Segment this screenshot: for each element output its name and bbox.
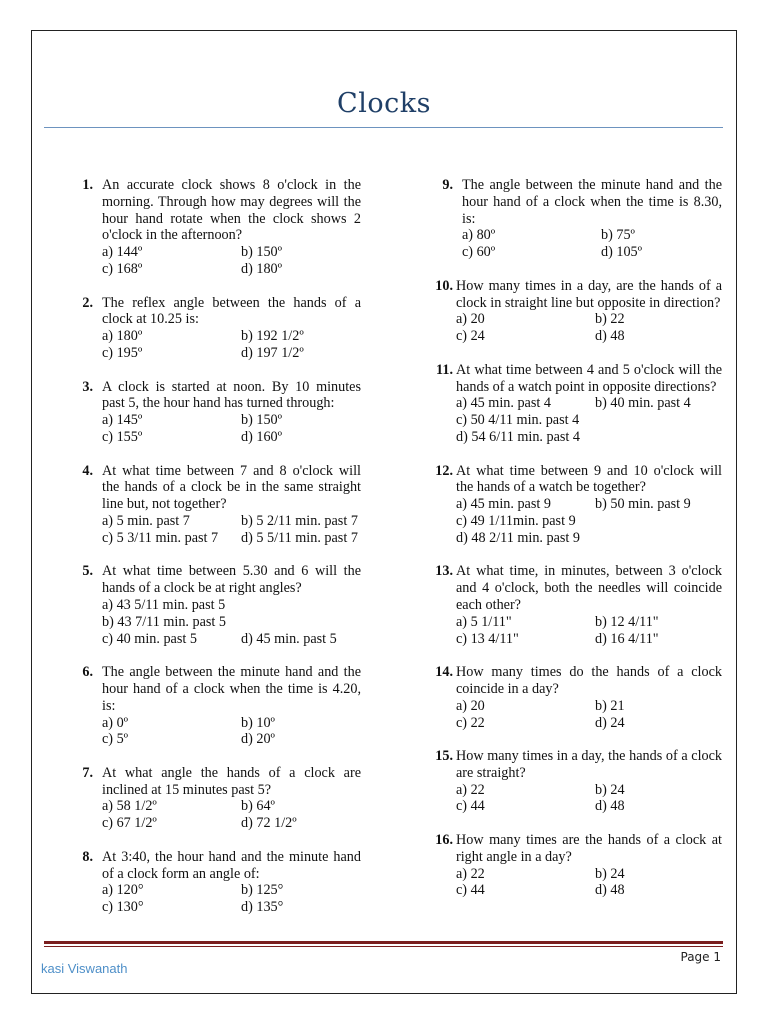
question-item bbox=[60, 295, 361, 362]
answer-option: a) 22 bbox=[456, 781, 485, 798]
answer-option: c) 44 bbox=[456, 798, 485, 815]
answer-option: c) 22 bbox=[456, 714, 485, 731]
answer-option: a) 5 1/11" bbox=[456, 613, 512, 630]
answer-option: a) 45 min. past 9 bbox=[456, 496, 551, 513]
answer-option: a) 120° bbox=[102, 882, 144, 899]
footer-divider-thick bbox=[44, 941, 723, 944]
answer-option: b) 125° bbox=[241, 882, 284, 899]
answer-option: a) 0º bbox=[102, 714, 129, 731]
question-text: At what angle the hands of a clock are inclined at 15 minutes past 5? bbox=[102, 764, 361, 798]
answer-option: c) 5º bbox=[102, 731, 129, 748]
question-item bbox=[420, 463, 722, 547]
answer-option: d) 45 min. past 5 bbox=[241, 630, 337, 647]
answer-option: d) 16 4/11" bbox=[595, 630, 659, 647]
answer-option: c) 24 bbox=[456, 328, 485, 345]
answer-option: d) 5 5/11 min. past 7 bbox=[241, 529, 358, 546]
answer-option: d) 20º bbox=[241, 731, 275, 748]
answer-option: d) 48 bbox=[595, 798, 625, 815]
answer-option: b) 21 bbox=[595, 697, 625, 714]
question-text: The reflex angle between the hands of a clock at 10.25 is: bbox=[102, 294, 361, 328]
answer-option: d) 197 1/2º bbox=[241, 344, 304, 361]
page-number: Page 1 bbox=[680, 950, 721, 964]
answer-option: c) 67 1/2º bbox=[102, 815, 157, 832]
question-item bbox=[60, 463, 361, 547]
answer-option: b) 150º bbox=[241, 244, 283, 261]
answer-option: c) 60º bbox=[462, 244, 496, 261]
answer-option: d) 24 bbox=[595, 714, 625, 731]
question-text: At 3:40, the hour hand and the minute hand of a clock form an angle of: bbox=[102, 848, 361, 882]
answer-option: d) 48 2/11 min. past 9 bbox=[456, 529, 581, 546]
question-number: 6. bbox=[82, 664, 93, 681]
answer-option: b) 150º bbox=[241, 412, 283, 429]
answer-option: c) 155º bbox=[102, 428, 143, 445]
question-text: How many times do the hands of a clock coincide in a day? bbox=[456, 664, 722, 697]
page-title: Clocks bbox=[337, 88, 431, 119]
answer-option: d) 54 6/11 min. past 4 bbox=[456, 428, 581, 445]
question-number: 11. bbox=[436, 361, 453, 378]
question-item bbox=[60, 765, 361, 832]
answer-option: b) 50 min. past 9 bbox=[595, 496, 691, 513]
question-text: How many times in a day, are the hands of a clock in straight line but opposite in direction? bbox=[456, 277, 722, 311]
answer-option: b) 75º bbox=[601, 227, 635, 244]
answer-option: a) 20 bbox=[456, 697, 485, 714]
question-item bbox=[420, 832, 722, 899]
answer-option: c) 40 min. past 5 bbox=[102, 630, 197, 647]
left-column bbox=[60, 177, 361, 933]
answer-option: b) 43 7/11 min. past 5 bbox=[102, 613, 227, 630]
question-number: 4. bbox=[82, 462, 93, 479]
answer-option: a) 43 5/11 min. past 5 bbox=[102, 596, 226, 613]
author-name: kasi Viswanath bbox=[41, 961, 128, 976]
answer-option: a) 180º bbox=[102, 328, 143, 345]
question-item bbox=[420, 278, 722, 345]
title-divider bbox=[44, 127, 723, 128]
question-item bbox=[420, 664, 722, 731]
question-text: The angle between the minute hand and the hour hand of a clock when the time is 4.20, is: bbox=[102, 664, 361, 714]
answer-option: a) 45 min. past 4 bbox=[456, 395, 551, 412]
answer-option: d) 48 bbox=[595, 882, 625, 899]
question-text: At what time between 9 and 10 o'clock will the hands of a watch be together? bbox=[456, 462, 722, 496]
question-number: 3. bbox=[82, 378, 93, 395]
question-item bbox=[60, 849, 361, 916]
answer-option: b) 24 bbox=[595, 865, 625, 882]
question-number: 1. bbox=[82, 177, 93, 193]
answer-option: d) 135° bbox=[241, 899, 284, 916]
answer-option: d) 180º bbox=[241, 260, 283, 277]
answer-option: a) 20 bbox=[456, 311, 485, 328]
answer-option: b) 40 min. past 4 bbox=[595, 395, 691, 412]
answer-option: c) 168º bbox=[102, 260, 143, 277]
answer-option: b) 192 1/2º bbox=[241, 328, 304, 345]
answer-option: a) 5 min. past 7 bbox=[102, 512, 190, 529]
answer-option: b) 5 2/11 min. past 7 bbox=[241, 512, 358, 529]
right-column bbox=[420, 177, 722, 916]
answer-option: c) 50 4/11 min. past 4 bbox=[456, 412, 580, 429]
answer-option: c) 5 3/11 min. past 7 bbox=[102, 529, 219, 546]
answer-option: a) 80º bbox=[462, 227, 496, 244]
answer-option: c) 195º bbox=[102, 344, 143, 361]
question-text: An accurate clock shows 8 o'clock in the morning. Through how may degrees will the hour hand rotate when the clock shows 2 o'clock in the afternoon? bbox=[102, 177, 361, 244]
question-item bbox=[420, 362, 722, 446]
question-text: At what time between 7 and 8 o'clock will the hands of a clock be in the same straight line but, not together? bbox=[102, 462, 361, 513]
question-item bbox=[60, 177, 361, 278]
question-text: How many times in a day, the hands of a clock are straight? bbox=[456, 748, 722, 781]
question-item bbox=[420, 563, 722, 647]
answer-option: d) 48 bbox=[595, 328, 625, 345]
answer-option: d) 72 1/2º bbox=[241, 815, 297, 832]
question-text: At what time between 4 and 5 o'clock will the hands of a watch point in opposite directions? bbox=[456, 361, 722, 395]
answer-option: b) 12 4/11" bbox=[595, 613, 659, 630]
answer-option: b) 64º bbox=[241, 798, 275, 815]
question-number: 12. bbox=[435, 462, 453, 479]
question-number: 7. bbox=[82, 764, 93, 781]
answer-option: c) 49 1/11min. past 9 bbox=[456, 512, 576, 529]
question-text: How many times are the hands of a clock at right angle in a day? bbox=[456, 832, 722, 865]
question-item bbox=[60, 563, 361, 647]
question-number: 8. bbox=[82, 848, 93, 865]
question-item bbox=[420, 748, 722, 815]
question-text: A clock is started at noon. By 10 minutes past 5, the hour hand has turned through: bbox=[102, 378, 361, 412]
question-number: 2. bbox=[82, 294, 93, 311]
footer-divider-thin bbox=[44, 946, 723, 947]
answer-option: b) 24 bbox=[595, 781, 625, 798]
question-item bbox=[60, 664, 361, 748]
answer-option: a) 144º bbox=[102, 244, 143, 261]
question-text: The angle between the minute hand and the hour hand of a clock when the time is 8.30, is: bbox=[462, 177, 722, 227]
answer-option: c) 44 bbox=[456, 882, 485, 899]
question-text: At what time between 5.30 and 6 will the hands of a clock be at right angles? bbox=[102, 563, 361, 597]
question-text: At what time, in minutes, between 3 o'clock and 4 o'clock, both the needles will coincide each other? bbox=[456, 563, 722, 613]
answer-option: c) 130° bbox=[102, 899, 144, 916]
answer-option: a) 145º bbox=[102, 412, 143, 429]
answer-option: d) 105º bbox=[601, 244, 643, 261]
question-number: 13. bbox=[435, 563, 453, 580]
question-item bbox=[60, 379, 361, 446]
answer-option: a) 22 bbox=[456, 865, 485, 882]
answer-option: b) 10º bbox=[241, 714, 275, 731]
question-number: 14. bbox=[435, 664, 453, 681]
question-number: 5. bbox=[82, 563, 93, 580]
answer-option: c) 13 4/11" bbox=[456, 630, 519, 647]
answer-option: b) 22 bbox=[595, 311, 625, 328]
question-number: 15. bbox=[435, 748, 453, 765]
answer-option: d) 160º bbox=[241, 428, 283, 445]
question-number: 10. bbox=[435, 277, 453, 294]
answer-option: a) 58 1/2º bbox=[102, 798, 157, 815]
question-number: 16. bbox=[435, 832, 453, 849]
question-number: 9. bbox=[442, 177, 453, 193]
question-item bbox=[420, 177, 722, 261]
